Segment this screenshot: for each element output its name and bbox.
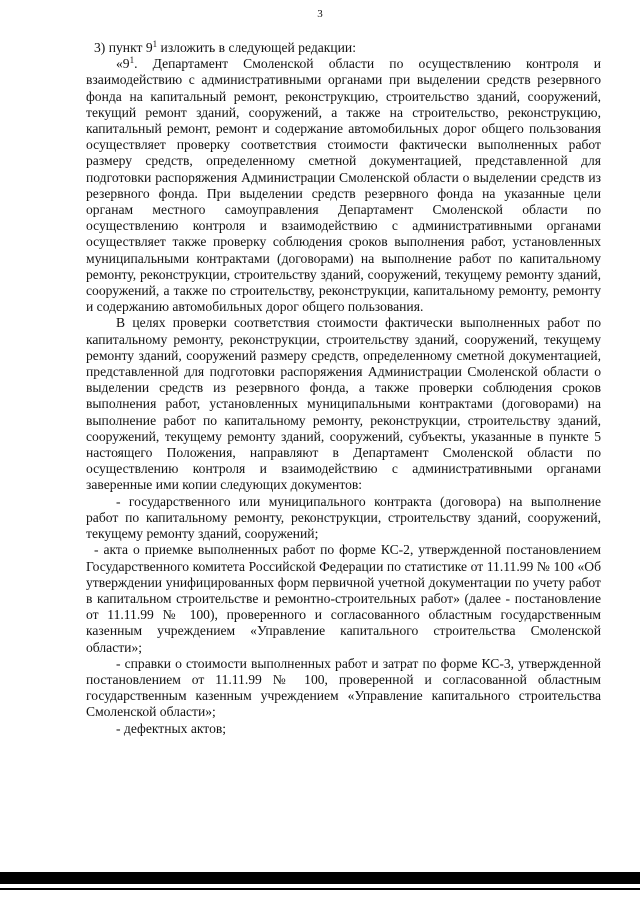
paragraph-9-1-number: «9	[116, 56, 130, 72]
paragraph-purpose: В целях проверки соответствия стоимости фактически выполненных работ по капитальному ремонту, реконструкции, строительству зданий, сооружений, текущему ремонту зданий, сооружений размеру средств, определенному сметной документацией, представленной для подготовки распоряжения Администрации Смоленской области о выделении средств из резервного фонда, а также проверки соблюдения сроков выполнения работ, установленных муниципальными контрактами (договорами) на выполнение работ по капитальному ремонту, реконструкции, строительству зданий, сооружений, текущему ремонту зданий, сооружений, субъекты, указанные в пункте 5 настоящего Положения, направляют в Департамент Смоленской области по осуществлению контроля и взаимодействию с административными органами заверенные ими копии следующих документов:	[86, 315, 601, 493]
list-item-ks2-act: - акта о приемке выполненных работ по форме КС-2, утвержденной постановлением Государственного комитета Российской Федерации по статистике от 11.11.99 № 100 «Об утверждении унифицированных форм первичной учетной документации по учету работ в капитальном строительстве и ремонтно-строительных работ» (далее - постановление от 11.11.99 № 100), проверенного и согласованного областным государственным казенным учреждением «Управление капитального строительства Смоленской области»;	[86, 542, 601, 655]
paragraph-9-1-text: . Департамент Смоленской области по осуществлению контроля и взаимодействию с административными органами при выделении средств резервного фонда на капитальный ремонт, реконструкцию, строительство зданий, сооружений, текущий ремонт зданий, сооружений, а также на строительство, реконструкцию, капитальный ремонт, ремонт и содержание автомобильных дорог общего пользования осуществляет проверку соответствия стоимости фактически выполненных работ размеру средств, определенному сметной документацией, представленной для подготовки распоряжения Администрации Смоленской области о выделении средств из резервного фонда. При выделении средств резервного фонда на указанные цели органам местного самоуправления Департамент Смоленской области по осуществлению контроля и взаимодействию с административными органами осуществляет также проверку соблюдения сроков выполнения работ, установленных муниципальными контрактами (договорами) на выполнение работ по капитальному ремонту, реконструкции, строительству зданий, сооружений, текущему ремонту зданий, сооружений, а также по строительству, реконструкции, капитальному ремонту, ремонту и содержанию автомобильных дорог общего пользования.	[86, 56, 601, 315]
document-body	[86, 40, 601, 737]
paragraph-9-1-superscript: 1	[129, 55, 135, 66]
heading-superscript: 1	[152, 39, 158, 49]
list-item-defect-acts: - дефектных актов;	[116, 720, 227, 736]
list-item-contract: - государственного или муниципального контракта (договора) на выполнение работ по капитальному ремонту, реконструкции, строительству зданий, сооружений, текущему ремонту зданий, сооружений;	[86, 493, 601, 542]
amendment-heading	[86, 40, 601, 56]
scan-border-bar	[0, 872, 640, 884]
paragraph-9-1	[86, 56, 601, 315]
heading-text-end: изложить в следующей редакции:	[157, 40, 356, 55]
list-item-ks3-certificate: - справки о стоимости выполненных работ и затрат по форме КС-3, утвержденной постановлением от 11.11.99 № 100, проверенной и согласованной областным государственным казенным учреждением «Управление капитального строительства Смоленской области»;	[86, 655, 601, 720]
scan-border-line	[0, 888, 640, 890]
page-number: 3	[317, 8, 323, 20]
heading-text: 3) пункт 9	[94, 40, 153, 55]
